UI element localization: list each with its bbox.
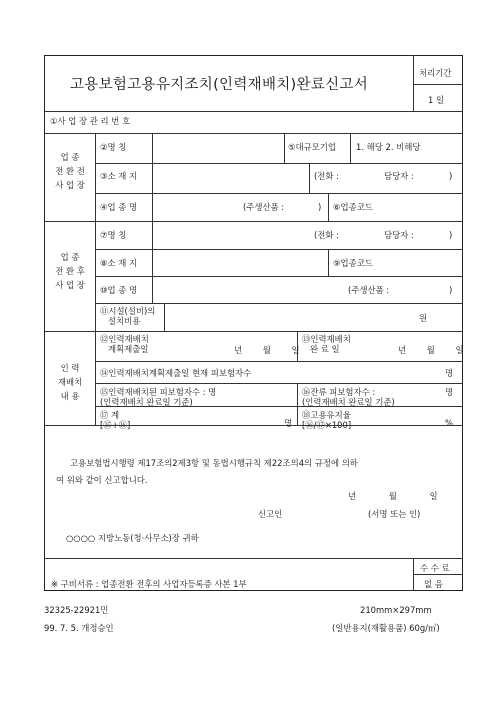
processing-period-label: 처리기간	[419, 68, 452, 78]
industry-code-label: ⑥업종코드	[333, 202, 373, 212]
paper-type: (일반용지(재활용품) 60g/㎡)	[332, 623, 440, 633]
total-label: ⑰ 계 [⑮+⑯]	[100, 410, 131, 430]
retention-rate-label: ⑱고용유지율 [⑯/⑰×100]	[302, 410, 352, 430]
to-site-section-label: 업 종 전 환 후 사 업 장	[55, 252, 85, 290]
large-company-options: 1. 해당 2. 비해당	[356, 142, 421, 152]
to-main-product-label: (주생산품 :	[348, 285, 390, 295]
to-manager-label: 담당자 :	[384, 230, 414, 240]
industry-label: ④업 종 명	[100, 202, 138, 212]
processing-period-value: 1 일	[428, 95, 445, 105]
plan-date-value: 년 월 일	[234, 345, 300, 355]
declaration-date: 년 월 일	[348, 491, 438, 501]
percent-unit: %	[445, 418, 453, 428]
total-persons-unit: 명	[284, 418, 293, 428]
declaration-text-line1: 고용보험법시행령 제17조의2제3항 및 동법시행규칙 제22조의4의 규정에 의하	[70, 458, 358, 468]
complete-date-label: ⑬인력재배치 완 료 일	[302, 334, 351, 354]
close-paren: )	[318, 202, 322, 212]
form-number: 32325-22921민	[44, 605, 109, 615]
plan-date-label: ⑫인력재배치 계획제출일	[100, 334, 149, 354]
persons-unit: 명	[445, 368, 454, 378]
fee-value: 없 음	[424, 579, 443, 589]
facility-cost-label: ⑪시설(설비)의 설치비용	[100, 306, 156, 326]
main-product-label: (주생산품 :	[243, 202, 285, 212]
remaining-count-label: ⑯잔류 피보험자수 : (인력재배치 완료일 기준)	[302, 387, 395, 407]
addressee: ○○○○ 지방노동(청·사무소)장 귀하	[66, 533, 199, 543]
to-address-label: ⑧소 재 지	[100, 258, 138, 268]
declaration-text-line2: 여 위와 같이 신고합니다.	[56, 475, 148, 485]
attachments-note: ※ 구비서류 : 업종전환 전후의 사업자등록증 사본 1부	[51, 579, 247, 589]
name-label: ②명 칭	[100, 142, 127, 152]
form-title: 고용보험고용유지조치(인력재배치)완료신고서	[70, 77, 369, 93]
address-label: ③소 재 지	[100, 171, 138, 181]
paper-size: 210mm×297mm	[360, 605, 432, 615]
persons-unit: 명	[445, 387, 454, 397]
won-unit: 원	[419, 313, 428, 323]
business-number-label: ①사 업 장 관 리 번 호	[50, 116, 131, 126]
signature-label: (서명 또는 인)	[368, 509, 421, 519]
from-site-section-label: 업 종 전 환 전 사 업 장	[55, 152, 85, 190]
approval-date: 99. 7. 5. 개정승인	[44, 623, 114, 633]
manager-label: 담당자 :	[384, 171, 414, 181]
phone-label: (전화 :	[314, 171, 339, 181]
insured-count-label: ⑭인력재배치계획제출일 현재 피보험자수	[100, 368, 252, 378]
reporter-label: 신고인	[258, 509, 283, 519]
reassign-section-label: 인 력 재배치 내 용	[57, 363, 83, 401]
reassigned-count-label: ⑮인력재배치된 피보험자수 : 명 (인력재배치 완료일 기준)	[100, 387, 217, 407]
to-phone-label: (전화 :	[314, 230, 339, 240]
complete-date-value: 년 월 일	[398, 345, 464, 355]
close-paren: )	[449, 285, 453, 295]
to-industry-code-label: ⑨업종코드	[333, 258, 373, 268]
close-paren: )	[449, 230, 453, 240]
to-industry-label: ⑩업 종 명	[100, 285, 138, 295]
close-paren: )	[449, 171, 453, 181]
fee-label: 수 수 료	[420, 563, 450, 573]
large-company-label: ⑤대규모기업	[288, 142, 336, 152]
to-name-label: ⑦명 칭	[100, 230, 127, 240]
